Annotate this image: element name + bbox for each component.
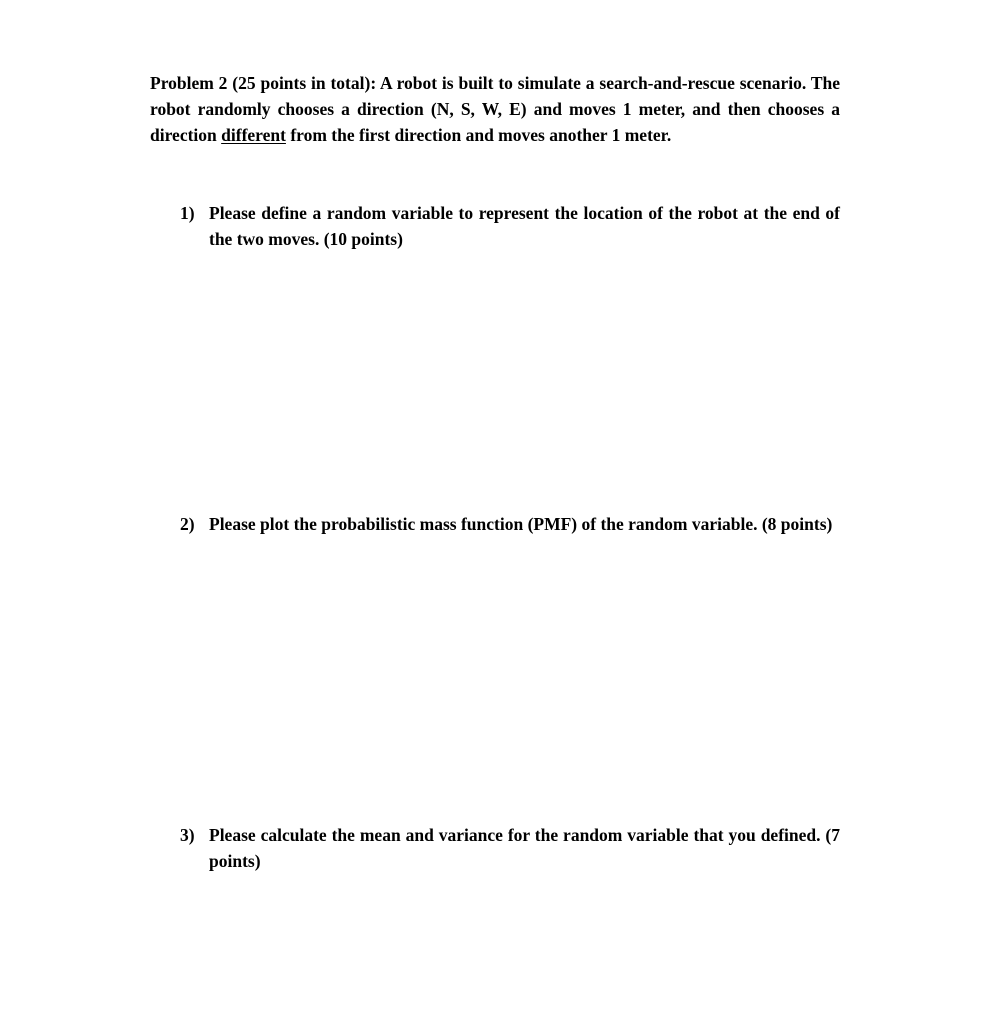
question-1-text: Please define a random variable to represent the location of the robot at the end of the two moves. (10 points) <box>209 203 840 249</box>
problem-intro-text-end: from the first direction and moves another 1 meter. <box>285 125 672 145</box>
question-2 <box>180 511 840 537</box>
question-2-text: Please plot the probabilistic mass function (PMF) of the random variable. (8 points) <box>209 514 833 534</box>
problem-statement <box>150 70 840 148</box>
problem-intro-text: Problem 2 (25 points in total): A robot is built to simulate a search-and-rescue scenario. The robot randomly chooses a direction (N, S, W, E) and moves 1 meter, and then chooses a direction <box>150 73 840 145</box>
question-3-text: Please calculate the mean and variance for the random variable that you defined. (7 points) <box>209 825 840 871</box>
question-3 <box>180 822 840 874</box>
underlined-word: different <box>221 125 286 145</box>
question-2-number: 2) <box>180 514 195 534</box>
question-1-number: 1) <box>180 203 195 223</box>
question-3-number: 3) <box>180 825 195 845</box>
question-1 <box>180 200 840 252</box>
